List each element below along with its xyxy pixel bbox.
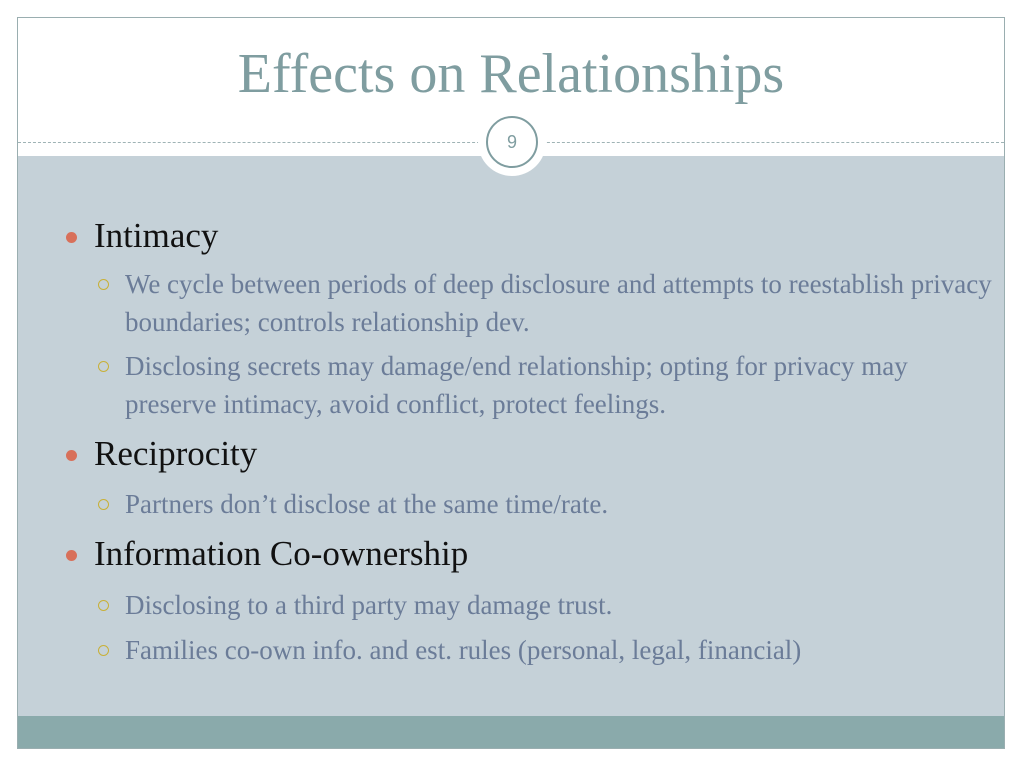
sub-bullet-circle-icon (98, 279, 109, 290)
slide-title: Effects on Relationships (237, 43, 785, 105)
bullet-information-co-ownership: Information Co-ownership (94, 534, 469, 573)
slide (17, 17, 1005, 749)
sub-bullet-circle-icon (98, 645, 109, 656)
sub-bullet-intimacy-2: Disclosing secrets may damage/end relationship; opting for privacy may preserve intimacy, avoid conflict, protect feelings. (125, 351, 908, 419)
sub-bullet-co-ownership-2: Families co-own info. and est. rules (personal, legal, financial) (125, 635, 802, 665)
bullet-dot-icon (66, 450, 77, 461)
bottom-bar (18, 716, 1004, 749)
slide-number-badge (478, 108, 546, 176)
slide-number: 9 (486, 116, 538, 168)
bullet-intimacy: Intimacy (94, 216, 219, 255)
content-area (18, 156, 1004, 716)
sub-bullet-reciprocity-1: Partners don’t disclose at the same time/rate. (125, 489, 609, 519)
sub-bullet-intimacy-1: We cycle between periods of deep disclosure and attempts to reestablish privacy boundaries; controls relationship dev. (125, 269, 992, 337)
sub-bullet-circle-icon (98, 499, 109, 510)
bullet-dot-icon (66, 232, 77, 243)
bullet-dot-icon (66, 550, 77, 561)
sub-bullet-circle-icon (98, 361, 109, 372)
sub-bullet-circle-icon (98, 600, 109, 611)
sub-bullet-co-ownership-1: Disclosing to a third party may damage trust. (125, 590, 613, 620)
bullet-reciprocity: Reciprocity (94, 434, 258, 473)
